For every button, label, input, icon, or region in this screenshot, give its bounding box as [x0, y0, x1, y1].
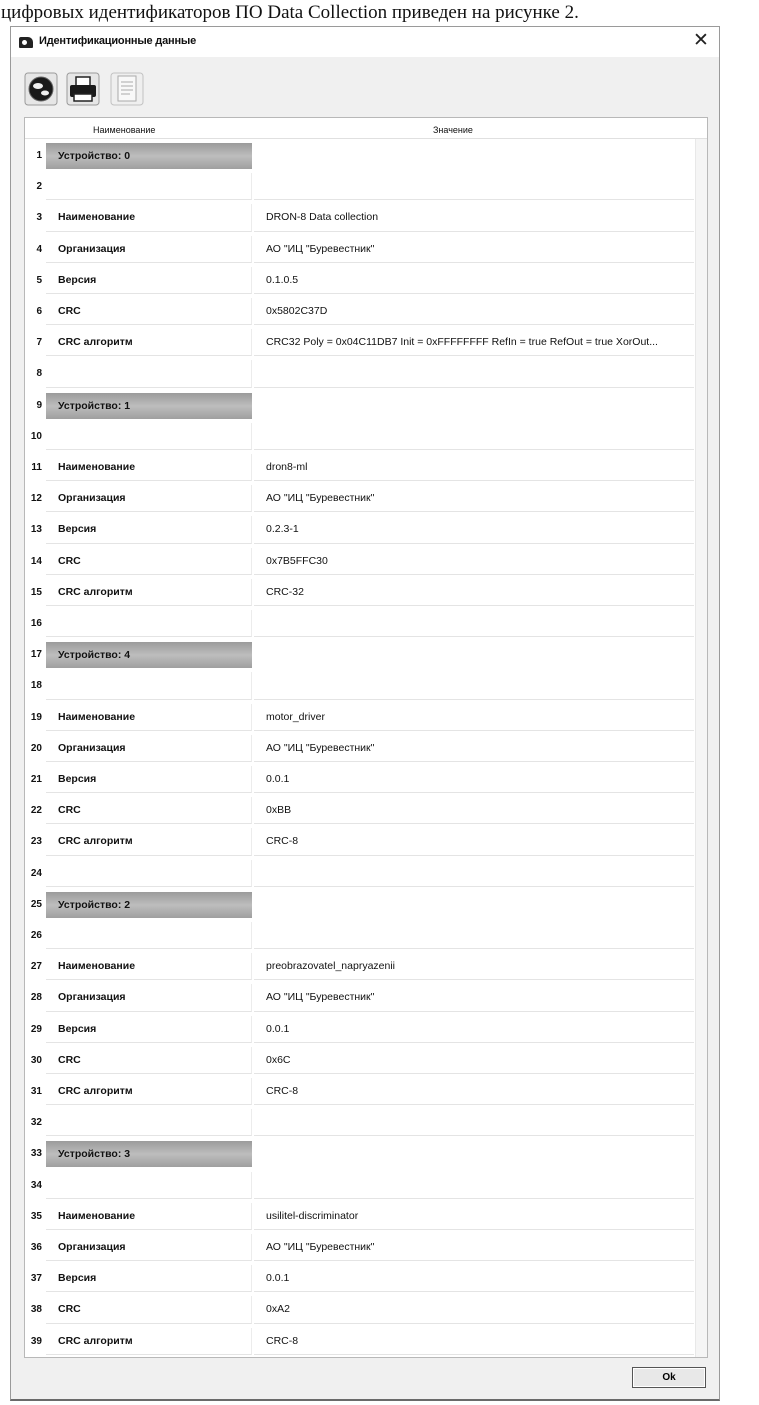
row-number: 16 [25, 608, 44, 639]
name-cell[interactable] [46, 423, 252, 450]
name-cell[interactable]: Наименование [46, 953, 252, 980]
value-cell[interactable] [254, 1172, 694, 1199]
table-row[interactable] [25, 483, 707, 514]
name-cell[interactable] [46, 173, 252, 200]
value-cell[interactable] [254, 1140, 694, 1167]
value-cell[interactable] [254, 392, 694, 419]
device-header-row[interactable] [25, 889, 707, 920]
row-number: 37 [25, 1263, 44, 1294]
row-number: 3 [25, 202, 44, 233]
close-button[interactable]: ✕ [693, 30, 709, 51]
value-cell[interactable]: 0xA2 [254, 1296, 694, 1323]
row-number: 14 [25, 546, 44, 577]
value-cell[interactable] [254, 672, 694, 699]
device-header-row[interactable] [25, 390, 707, 421]
value-cell[interactable] [254, 142, 694, 169]
table-row[interactable] [25, 826, 707, 857]
value-cell[interactable]: 0.2.3-1 [254, 516, 694, 543]
row-number: 4 [25, 234, 44, 265]
table-row[interactable] [25, 296, 707, 327]
title-bar[interactable] [11, 27, 719, 57]
row-number: 30 [25, 1045, 44, 1076]
table-row[interactable] [25, 670, 707, 701]
value-cell[interactable]: АО "ИЦ "Буревестник" [254, 236, 694, 263]
row-number: 17 [25, 639, 44, 670]
name-cell[interactable]: Организация [46, 984, 252, 1011]
row-number: 38 [25, 1294, 44, 1325]
value-cell[interactable]: АО "ИЦ "Буревестник" [254, 984, 694, 1011]
globe-icon [24, 72, 58, 106]
row-number: 6 [25, 296, 44, 327]
name-cell[interactable] [46, 672, 252, 699]
row-number: 22 [25, 795, 44, 826]
value-cell[interactable]: 0x5802C37D [254, 298, 694, 325]
row-number: 31 [25, 1076, 44, 1107]
table-row[interactable] [25, 234, 707, 265]
row-number: 25 [25, 889, 44, 920]
device-label-cell[interactable]: Устройство: 0 [46, 143, 252, 169]
row-number: 13 [25, 514, 44, 545]
table-row[interactable] [25, 452, 707, 483]
value-cell[interactable]: CRC-8 [254, 1328, 694, 1355]
name-cell[interactable] [46, 1172, 252, 1199]
column-header-value[interactable]: Значение [433, 125, 473, 135]
name-cell[interactable]: CRC алгоритм [46, 1078, 252, 1105]
name-cell[interactable]: Версия [46, 516, 252, 543]
print-button[interactable] [66, 72, 100, 106]
table-row[interactable] [25, 764, 707, 795]
table-row[interactable] [25, 608, 707, 639]
device-header-row[interactable] [25, 140, 707, 171]
table-row[interactable] [25, 1014, 707, 1045]
value-cell[interactable]: dron8-ml [254, 454, 694, 481]
value-cell[interactable] [254, 610, 694, 637]
value-cell[interactable]: АО "ИЦ "Буревестник" [254, 735, 694, 762]
table-row[interactable] [25, 1294, 707, 1325]
row-number: 27 [25, 951, 44, 982]
device-label-cell[interactable]: Устройство: 1 [46, 393, 252, 419]
document-caption: цифровых идентификаторов ПО Data Collection приведен на рисунке 2. [1, 2, 579, 23]
value-cell[interactable]: CRC-8 [254, 1078, 694, 1105]
table-row[interactable] [25, 858, 707, 889]
table-row[interactable] [25, 951, 707, 982]
table-row[interactable] [25, 702, 707, 733]
row-number: 20 [25, 733, 44, 764]
globe-button[interactable] [24, 72, 58, 106]
value-cell[interactable] [254, 1109, 694, 1136]
value-cell[interactable] [254, 891, 694, 918]
row-number: 2 [25, 171, 44, 202]
name-cell[interactable]: CRC алгоритм [46, 579, 252, 606]
name-cell[interactable] [46, 922, 252, 949]
value-cell[interactable]: АО "ИЦ "Буревестник" [254, 1234, 694, 1261]
value-cell[interactable]: CRC-8 [254, 828, 694, 855]
name-cell[interactable]: CRC [46, 797, 252, 824]
document-button[interactable] [110, 72, 144, 106]
row-number: 5 [25, 265, 44, 296]
name-cell[interactable]: Организация [46, 1234, 252, 1261]
table-row[interactable] [25, 1263, 707, 1294]
value-cell[interactable]: 0x7B5FFC30 [254, 548, 694, 575]
value-cell[interactable]: АО "ИЦ "Буревестник" [254, 485, 694, 512]
table-row[interactable] [25, 795, 707, 826]
name-cell[interactable]: Наименование [46, 1203, 252, 1230]
device-label-cell[interactable]: Устройство: 2 [46, 892, 252, 918]
identification-table [24, 117, 708, 1358]
name-cell[interactable]: Организация [46, 735, 252, 762]
value-cell[interactable]: CRC32 Poly = 0x04C11DB7 Init = 0xFFFFFFFF RefIn = true RefOut = true XorOut... [254, 329, 694, 356]
value-cell[interactable] [254, 922, 694, 949]
app-icon [19, 37, 33, 48]
table-row[interactable] [25, 920, 707, 951]
table-row[interactable] [25, 577, 707, 608]
name-cell[interactable]: CRC алгоритм [46, 828, 252, 855]
row-number: 24 [25, 858, 44, 889]
value-cell[interactable]: 0.0.1 [254, 766, 694, 793]
row-number: 9 [25, 390, 44, 421]
value-cell[interactable]: 0.0.1 [254, 1265, 694, 1292]
name-cell[interactable]: Версия [46, 766, 252, 793]
row-number: 7 [25, 327, 44, 358]
window-title: Идентификационные данные [39, 35, 197, 47]
table-row[interactable] [25, 327, 707, 358]
name-cell[interactable]: Версия [46, 1265, 252, 1292]
table-row[interactable] [25, 171, 707, 202]
toolbar [24, 72, 224, 110]
printer-icon [66, 72, 100, 106]
table-row[interactable] [25, 1232, 707, 1263]
table-row[interactable] [25, 1326, 707, 1357]
table-row[interactable] [25, 1107, 707, 1138]
row-number: 34 [25, 1170, 44, 1201]
table-row[interactable] [25, 202, 707, 233]
row-number: 36 [25, 1232, 44, 1263]
name-cell[interactable]: Наименование [46, 204, 252, 231]
value-cell[interactable]: 0.0.1 [254, 1016, 694, 1043]
table-row[interactable] [25, 546, 707, 577]
row-number: 19 [25, 702, 44, 733]
row-number: 33 [25, 1138, 44, 1169]
row-number: 8 [25, 358, 44, 389]
name-cell[interactable]: CRC [46, 1047, 252, 1074]
row-number: 26 [25, 920, 44, 951]
value-cell[interactable] [254, 360, 694, 387]
name-cell[interactable]: CRC алгоритм [46, 329, 252, 356]
name-cell[interactable] [46, 860, 252, 887]
value-cell[interactable] [254, 173, 694, 200]
name-cell[interactable]: Организация [46, 236, 252, 263]
device-header-row[interactable] [25, 639, 707, 670]
row-number: 39 [25, 1326, 44, 1357]
name-cell[interactable]: Версия [46, 267, 252, 294]
value-cell[interactable]: preobrazovatel_napryazenii [254, 953, 694, 980]
table-row[interactable] [25, 1045, 707, 1076]
name-cell[interactable]: CRC [46, 1296, 252, 1323]
name-cell[interactable] [46, 360, 252, 387]
row-number: 11 [25, 452, 44, 483]
name-cell[interactable]: CRC [46, 298, 252, 325]
document-icon [110, 72, 144, 106]
row-number: 18 [25, 670, 44, 701]
name-cell[interactable] [46, 610, 252, 637]
table-row[interactable] [25, 733, 707, 764]
table-row[interactable] [25, 421, 707, 452]
value-cell[interactable]: 0x6C [254, 1047, 694, 1074]
table-header [25, 118, 707, 139]
row-number: 10 [25, 421, 44, 452]
value-cell[interactable] [254, 423, 694, 450]
table-row[interactable] [25, 1076, 707, 1107]
table-row[interactable] [25, 265, 707, 296]
name-cell[interactable]: Версия [46, 1016, 252, 1043]
row-number: 35 [25, 1201, 44, 1232]
value-cell[interactable]: 0.1.0.5 [254, 267, 694, 294]
name-cell[interactable] [46, 1109, 252, 1136]
row-number: 15 [25, 577, 44, 608]
ok-button[interactable]: Ok [632, 1367, 706, 1388]
value-cell[interactable]: usilitel-discriminator [254, 1203, 694, 1230]
row-number: 23 [25, 826, 44, 857]
table-row[interactable] [25, 514, 707, 545]
value-cell[interactable]: DRON-8 Data collection [254, 204, 694, 231]
row-number: 12 [25, 483, 44, 514]
name-cell[interactable]: Организация [46, 485, 252, 512]
column-header-name[interactable]: Наименование [93, 125, 156, 135]
name-cell[interactable]: Наименование [46, 704, 252, 731]
value-cell[interactable]: CRC-32 [254, 579, 694, 606]
row-number: 29 [25, 1014, 44, 1045]
row-number: 1 [25, 140, 44, 171]
table-row[interactable] [25, 982, 707, 1013]
name-cell[interactable]: CRC алгоритм [46, 1328, 252, 1355]
vertical-scrollbar[interactable] [695, 139, 707, 1357]
value-cell[interactable] [254, 641, 694, 668]
table-row[interactable] [25, 1170, 707, 1201]
row-number: 21 [25, 764, 44, 795]
table-row[interactable] [25, 358, 707, 389]
row-number: 28 [25, 982, 44, 1013]
value-cell[interactable] [254, 860, 694, 887]
row-number: 32 [25, 1107, 44, 1138]
name-cell[interactable]: Наименование [46, 454, 252, 481]
value-cell[interactable]: 0xBB [254, 797, 694, 824]
device-header-row[interactable] [25, 1138, 707, 1169]
table-row[interactable] [25, 1201, 707, 1232]
value-cell[interactable]: motor_driver [254, 704, 694, 731]
device-label-cell[interactable]: Устройство: 4 [46, 642, 252, 668]
name-cell[interactable]: CRC [46, 548, 252, 575]
device-label-cell[interactable]: Устройство: 3 [46, 1141, 252, 1167]
